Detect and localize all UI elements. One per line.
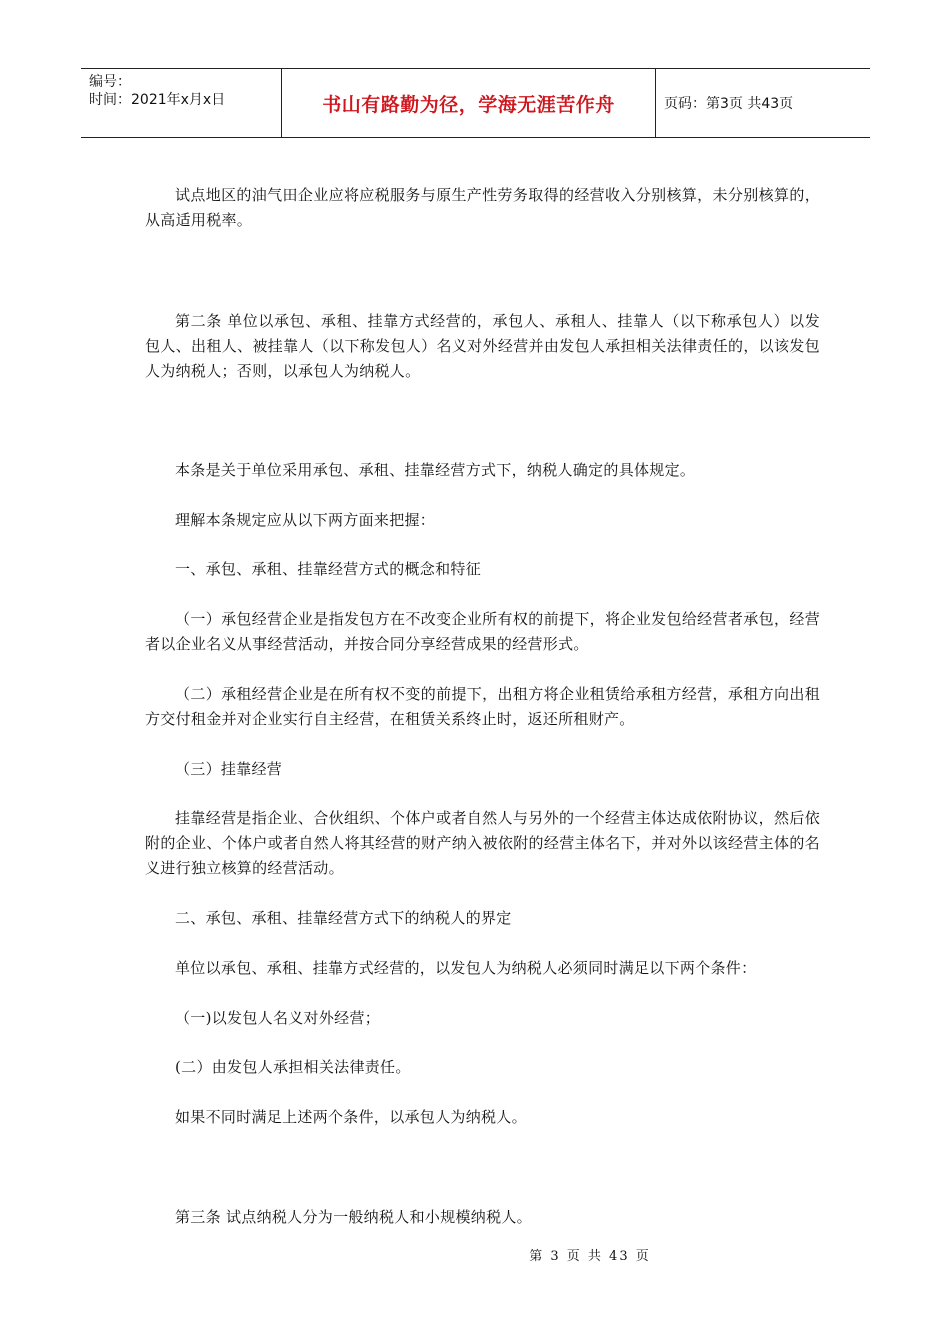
paragraph: 第二条 单位以承包、承租、挂靠方式经营的，承包人、承租人、挂靠人（以下称承包人）以发包人、出租人、被挂靠人（以下称发包人）名义对外经营并由发包人承担相关法律责任的，以该发包人为纳税人；否则，以承包人为纳税人。 — [145, 312, 820, 380]
list-item: （一)以发包人名义对外经营； — [175, 1009, 381, 1027]
section-heading: 一、承包、承租、挂靠经营方式的概念和特征 — [175, 560, 482, 578]
paragraph: 挂靠经营是指企业、合伙组织、个体户或者自然人与另外的一个经营主体达成依附协议，然后依附的企业、个体户或者自然人将其经营的财产纳入被依附的经营主体名下，并对外以该经营主体的名义进行独立核算的经营活动。 — [145, 809, 820, 877]
document-date-label: 时间：2021年x月x日 — [89, 92, 226, 108]
section-heading: 二、承包、承租、挂靠经营方式下的纳税人的界定 — [175, 909, 512, 927]
paragraph: 试点地区的油气田企业应将应税服务与原生产性劳务取得的经营收入分别核算，未分别核算的，从高适用税率。 — [145, 186, 820, 229]
subsection-heading: （三）挂靠经营 — [175, 760, 283, 778]
page-footer — [0, 1245, 950, 1264]
paragraph: （一）承包经营企业是指发包方在不改变企业所有权的前提下，将企业发包给经营者承包，经营者以企业名义从事经营活动，并按合同分享经营成果的经营形式。 — [145, 610, 820, 653]
paragraph: 理解本条规定应从以下两方面来把握： — [175, 511, 436, 529]
paragraph: 单位以承包、承租、挂靠方式经营的，以发包人为纳税人必须同时满足以下两个条件： — [175, 959, 757, 977]
document-number-label: 编号： — [89, 74, 131, 90]
paragraph: 如果不同时满足上述两个条件，以承包人为纳税人。 — [175, 1108, 527, 1126]
header-page-indicator: 页码：第3页 共43页 — [664, 96, 794, 112]
paragraph: 本条是关于单位采用承包、承租、挂靠经营方式下，纳税人确定的具体规定。 — [175, 461, 696, 479]
header-meta-cell — [81, 69, 282, 137]
footer-page-number: 第 3 页 共 43 页 — [529, 1249, 651, 1264]
header-motto: 书山有路勤为径，学海无涯苦作舟 — [282, 69, 656, 137]
paragraph: （二）承租经营企业是在所有权不变的前提下，出租方将企业租赁给承租方经营，承租方向出租方交付租金并对企业实行自主经营，在租赁关系终止时，返还所租财产。 — [145, 685, 820, 728]
page-header — [81, 68, 870, 138]
paragraph: 第三条 试点纳税人分为一般纳税人和小规模纳税人。 — [175, 1208, 532, 1226]
list-item: (二）由发包人承担相关法律责任。 — [175, 1058, 411, 1076]
